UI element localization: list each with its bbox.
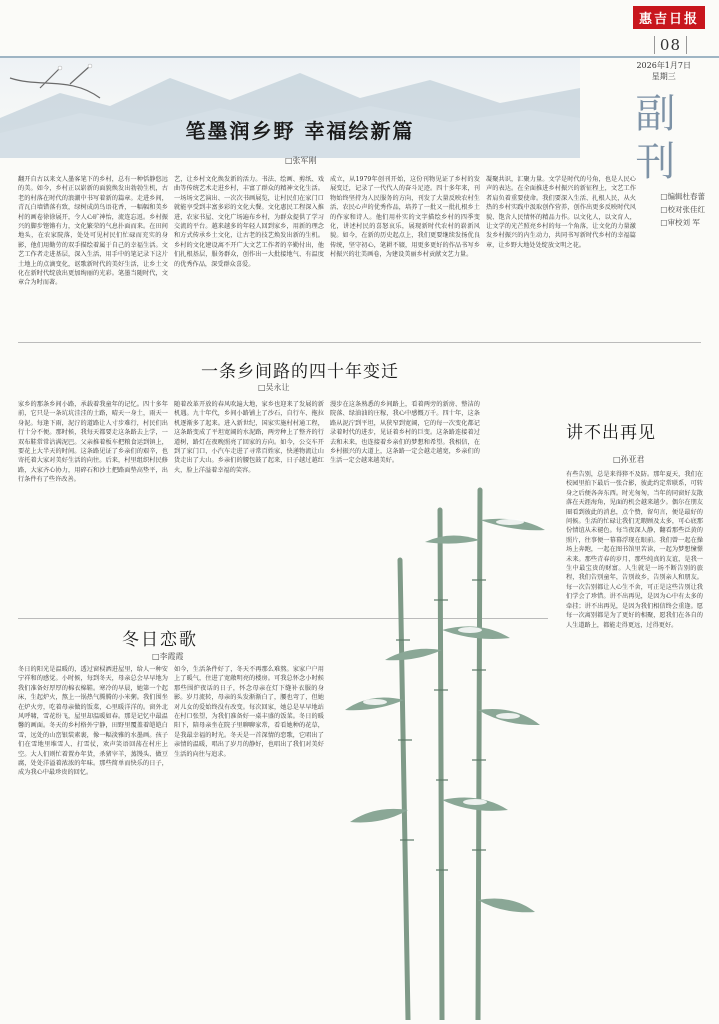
article-byline: □孙亚君	[613, 455, 645, 464]
article-column: 冬日的阳光是温暖的，透过窗棂洒进屋里，给人一种安宁祥和的感觉。小时候，每到冬天，母亲总会早早地为我们准备好厚厚的棉衣棉鞋。寒冷的早晨，她第一个起床，生起炉火，熬上一锅热气腾腾的小米粥。我们围坐在炉火旁，吃着母亲做的饭菜，心里暖洋洋的。窗外北风呼啸，雪花纷飞，屋里却温暖如春。那是记忆中最温馨的画面。冬天的乡村格外宁静，田野里覆盖着皑皑白雪，远处的山峦银装素裹，像一幅淡雅的水墨画。孩子们在雪地里堆雪人、打雪仗，欢声笑语回荡在村庄上空。大人们则忙着置办年货，杀猪宰羊，蒸馒头、做豆腐，处处洋溢着浓浓的年味。那些简单而快乐的日子，成为我心中最珍贵的回忆。	[18, 666, 168, 777]
article-byline: □张军刚	[285, 156, 317, 165]
article-column: 有些告别，总是来得猝不及防。那年夏天，我们在校园里拍下最后一张合影，彼此约定常联系，可转身之后便各奔东西。时光匆匆，当年的同窗好友散落在天涯海角，见面的机会越来越少。偶尔在朋友圈看到彼此的消息，点个赞，留句言，便是最好的问候。生活的忙碌让我们无暇顾及太多，可心底那份情谊从未褪色。每当夜深人静，翻看那些泛黄的照片，往事便一幕幕浮现在眼前。我们曾一起在操场上奔跑，一起在图书馆里苦读，一起为梦想憧憬未来。那些青春的岁月，那些纯真的友谊，是我一生中最宝贵的财富。人生就是一场不断告别的旅程，我们告别童年，告别故乡，告别亲人和朋友。每一次告别都让人心生不舍，可正是这些告别让我们学会了珍惜。讲不出再见，是因为心中有太多的牵挂；讲不出再见，是因为我们相信终会重逢。愿每一次离别都是为了更好的相聚，愿我们在各自的人生道路上，都能走得更远，过得更好。	[566, 471, 703, 629]
article-title: 一条乡间路的四十年变迁	[201, 362, 399, 382]
section-divider	[18, 342, 701, 343]
article-column: 漫步在这条熟悉的乡间路上，看着两旁的新房、整洁的院落、绿油油的庄稼，我心中感慨万千。四十年，这条路从泥泞到平坦，从狭窄到宽阔，它的每一次变化都记录着时代的进步，见证着乡村的巨变。这条路连接着过去和未来，也连接着乡亲们的梦想和希望。我相信，在乡村振兴的大道上，这条路一定会越走越宽，乡亲们的生活一定会越来越美好。	[330, 401, 480, 465]
masthead-logo: 惠吉日报	[633, 6, 705, 29]
article-column: 翻开自古以来文人墨客笔下的乡村，总有一种恬静悠远的美。如今，乡村正以崭新的面貌焕发出勃勃生机，古老的村落在时代的浪潮中书写着新的篇章。走进乡间，青瓦白墙错落有致，绿树成荫鸟语花香，一幅幅和美乡村的画卷徐徐展开，令人心旷神怡，流连忘返。乡村振兴的脚步铿锵有力，文化繁荣的气息扑面而来。在田间地头，在农家院落，处处可见村民们忙碌而充实的身影，他们用勤劳的双手描绘着属于自己的幸福生活。文艺工作者走进基层，深入生活，用手中的笔记录下这片土地上的点滴变化，讴歌新时代的美好生活，让乡土文化在新时代绽放出更加绚丽的光彩。笔墨当随时代，文章合为时而著。	[18, 176, 168, 287]
editor-credit: □校对张佳红	[660, 205, 705, 214]
snowy-bamboo-illustration	[330, 480, 560, 1020]
article-column: 家乡的那条乡间小路，承载着我童年的记忆。四十多年前，它只是一条坑坑洼洼的土路，晴天一身土，雨天一身泥。每逢下雨，泥泞的道路让人寸步难行，村民们出行十分不便。那时候，我每天都要走这条路去上学，一双布鞋常常沾满泥巴。父亲推着板车把粮食运到镇上，要花上大半天的时间。这条路见证了乡亲们的艰辛，也寄托着大家对美好生活的向往。后来，村里组织村民修路，大家齐心协力，用碎石和沙土把路面垫高垫平，出行条件有了些许改善。	[18, 401, 168, 484]
page-number: 08	[654, 36, 687, 54]
article-column: 如今，生活条件好了，冬天不再那么难熬。家家户户用上了暖气，住进了宽敞明亮的楼房。可我总怀念小时候那些围炉夜话的日子，怀念母亲在灯下缝补衣服的身影。岁月流转，母亲的头发渐渐白了，腰也弯了，但她对儿女的爱始终没有改变。每次回家，她总是早早地站在村口张望，为我们准备好一桌丰盛的饭菜。冬日的暖阳下，陪母亲坐在院子里聊聊家常，看看她种的花草，是我最幸福的时光。冬天是一首深情的恋歌，它唱出了亲情的温暖，唱出了岁月的静好，也唱出了我们对美好生活的向往与追求。	[174, 666, 324, 758]
editor-credits	[660, 190, 705, 229]
issue-date	[636, 60, 691, 82]
column-title: 副刊	[629, 92, 675, 188]
article-byline: □李霞霞	[152, 652, 184, 661]
page-header	[0, 0, 719, 54]
editor-credit: □审校刘 军	[660, 218, 700, 227]
article-column: 艺，让乡村文化焕发新的活力。书法、绘画、剪纸、戏曲等传统艺术走进乡村，丰富了群众的精神文化生活。一场场文艺演出、一次次书画展览，让村民们在家门口就能享受到丰富多彩的文化大餐。文化惠民工程深入推进，农家书屋、文化广场遍布乡村，为群众提供了学习交流的平台。越来越多的年轻人回到家乡，用新的理念和方式传承乡土文化，让古老的技艺焕发出新的生机。乡村的文化建设离不开广大文艺工作者的辛勤付出，他们扎根基层，服务群众，创作出一大批接地气、有温度的优秀作品，深受群众喜爱。	[174, 176, 324, 268]
article-title: 笔墨润乡野 幸福绘新篇	[185, 119, 415, 143]
article-column: 成立，从1979年创刊开始，这份刊物见证了乡村的发展变迁，记录了一代代人的奋斗足迹。四十多年来，刊物始终坚持为人民服务的方向，刊发了大量反映农村生活、农民心声的优秀作品，培养了一批又一批扎根乡土的作家和诗人。他们用朴实的文字描绘乡村的四季变化，讲述村民的喜怒哀乐，展现新时代农村的崭新风貌。如今，在新的历史起点上，我们更要继续发扬优良传统，坚守初心，笔耕不辍，用更多更好的作品书写乡村振兴的壮美画卷，为建设美丽乡村贡献文艺力量。	[330, 176, 480, 259]
article-title: 冬日恋歌	[122, 630, 198, 650]
editor-credit: □编辑杜春蕾	[660, 192, 705, 201]
date-line: 2026年1月7日	[636, 61, 691, 70]
article-byline: □吴永让	[258, 383, 290, 392]
weekday-line: 星期三	[651, 72, 676, 81]
article-title: 讲不出再见	[566, 423, 656, 443]
article-column: 随着改革开放的春风吹遍大地，家乡也迎来了发展的新机遇。九十年代，乡间小路铺上了沙石，自行车、拖拉机逐渐多了起来。进入新世纪，国家实施村村通工程，这条路变成了平坦宽阔的水泥路，两旁种上了整齐的行道树，路灯在夜晚照亮了回家的方向。如今，公交车开到了家门口，小汽车走进了寻常百姓家，快递物流让山货走出了大山。乡亲们的腰包鼓了起来，日子越过越红火，脸上洋溢着幸福的笑容。	[174, 401, 324, 474]
article-column: 凝聚共识，汇聚力量。文学是时代的号角，也是人民心声的表达。在全面推进乡村振兴的新征程上，文艺工作者肩负着重要使命。我们要深入生活、扎根人民，从火热的乡村实践中汲取创作营养，创作出更多反映时代风貌、饱含人民情怀的精品力作。以文化人，以文育人，让文学的光芒照亮乡村的每一个角落，让文化的力量激发乡村振兴的内生动力，共同书写新时代乡村的幸福篇章，让乡野大地处处绽放文明之花。	[486, 176, 636, 249]
